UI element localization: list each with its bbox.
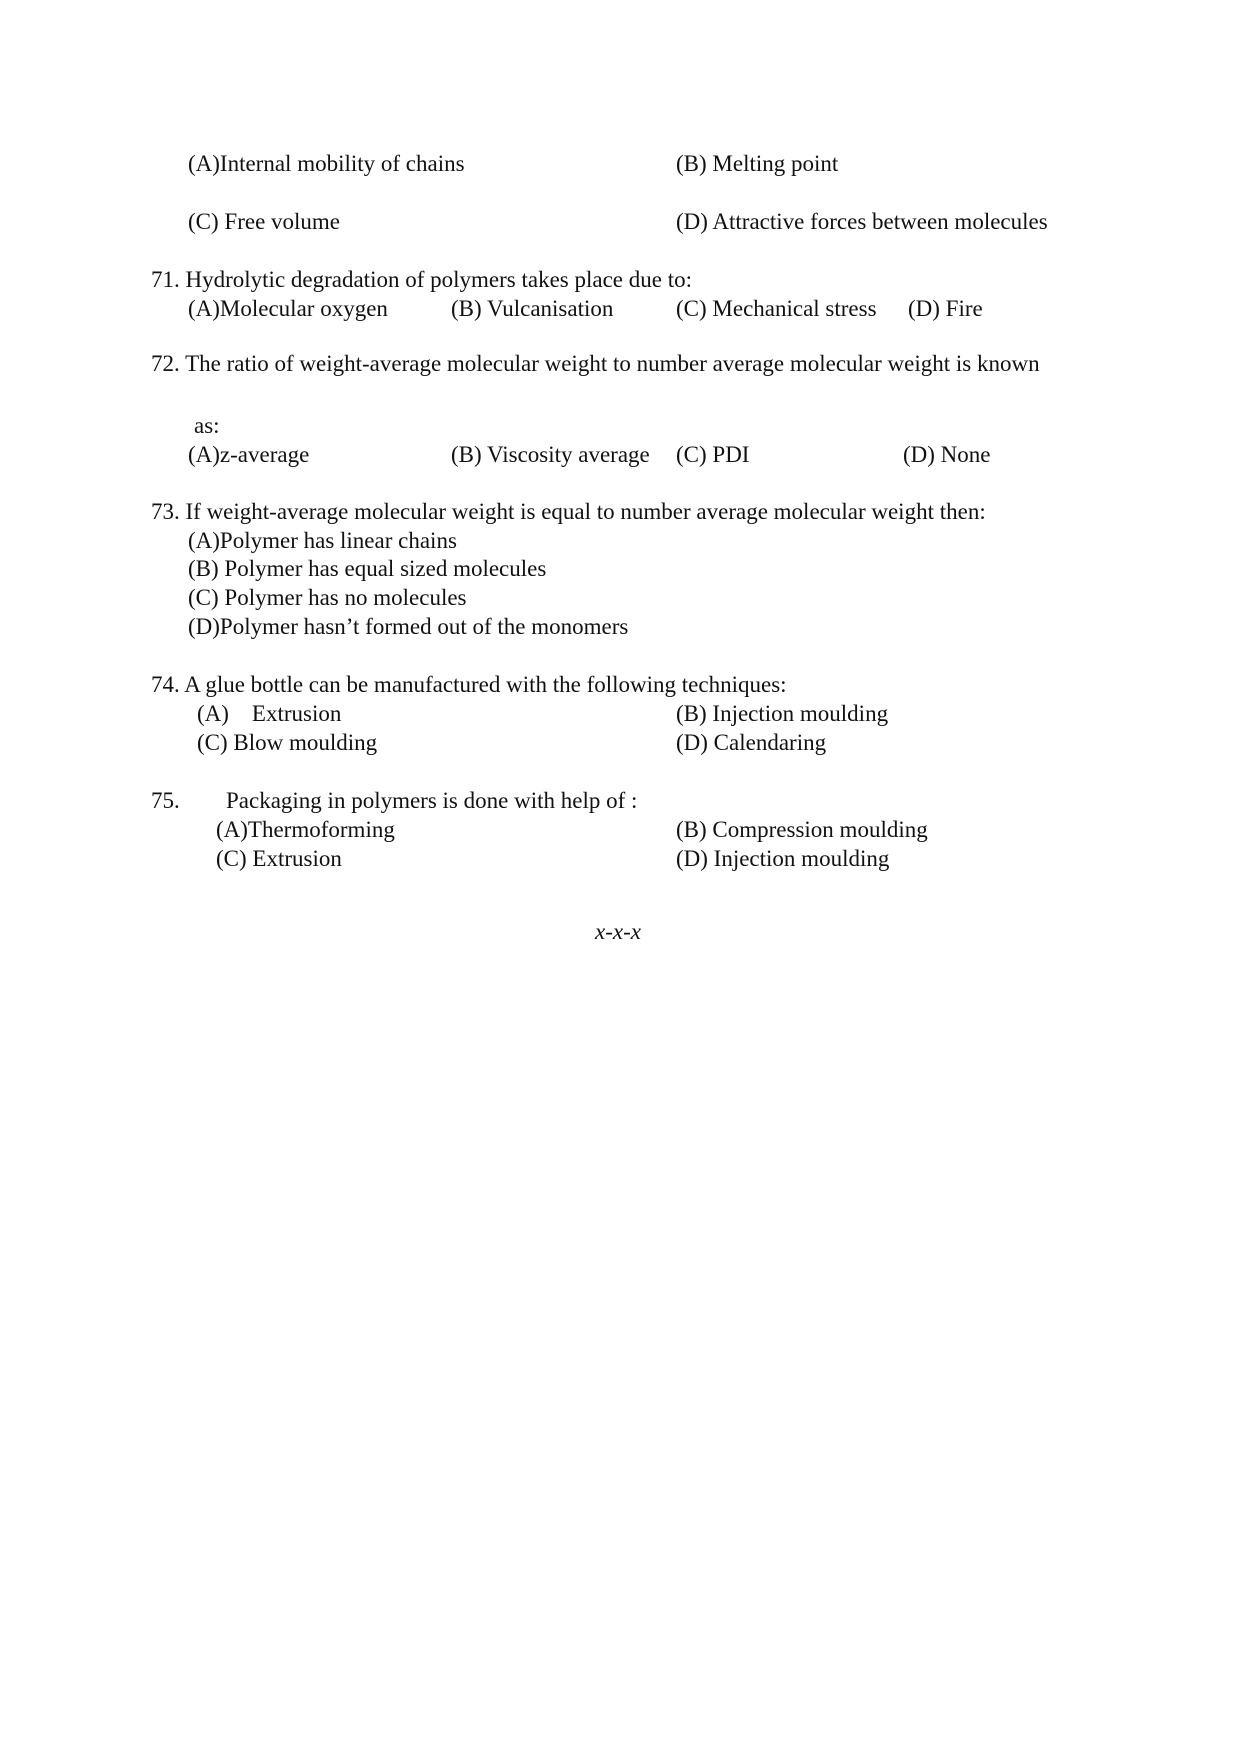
question-74-option-c: (C) Blow moulding [197, 730, 378, 755]
question-71-option-b: (B) Vulcanisation [451, 296, 614, 321]
question-74-option-a: (A) Extrusion [197, 701, 342, 726]
question-75-text: Packaging in polymers is done with help of : [226, 788, 638, 813]
prev-option-a: (A)Internal mobility of chains [188, 151, 465, 176]
question-75-number: 75. [151, 788, 180, 813]
question-71-option-a: (A)Molecular oxygen [188, 296, 388, 321]
prev-option-d: (D) Attractive forces between molecules [676, 209, 1048, 234]
question-71-text: 71. Hydrolytic degradation of polymers takes place due to: [151, 267, 692, 292]
question-72-text: 72. The ratio of weight-average molecular weight to number average molecular weight is known [151, 351, 1040, 376]
question-71-option-c: (C) Mechanical stress [676, 296, 877, 321]
question-73-option-b: (B) Polymer has equal sized molecules [188, 556, 547, 581]
question-72-option-d: (D) None [903, 442, 991, 467]
question-75-option-a: (A)Thermoforming [216, 817, 395, 842]
prev-option-b: (B) Melting point [676, 151, 839, 176]
question-74-option-b: (B) Injection moulding [676, 701, 889, 726]
question-75-option-c: (C) Extrusion [216, 846, 342, 871]
question-75-option-b: (B) Compression moulding [676, 817, 928, 842]
question-72-option-c: (C) PDI [676, 442, 750, 467]
question-73-text: 73. If weight-average molecular weight is equal to number average molecular weight then: [151, 499, 986, 524]
question-73-option-c: (C) Polymer has no molecules [188, 585, 467, 610]
prev-option-c: (C) Free volume [188, 209, 341, 234]
question-73-option-d: (D)Polymer hasn’t formed out of the monomers [188, 614, 629, 639]
question-71-option-d: (D) Fire [908, 296, 983, 321]
question-74-option-d: (D) Calendaring [676, 730, 827, 755]
question-72-text-cont: as: [194, 413, 220, 438]
end-mark: x-x-x [595, 919, 641, 944]
question-75-option-d: (D) Injection moulding [676, 846, 890, 871]
question-72-option-a: (A)z-average [188, 442, 310, 467]
question-73-option-a: (A)Polymer has linear chains [188, 528, 457, 553]
question-72-option-b: (B) Viscosity average [451, 442, 650, 467]
question-74-text: 74. A glue bottle can be manufactured with the following techniques: [151, 672, 787, 697]
